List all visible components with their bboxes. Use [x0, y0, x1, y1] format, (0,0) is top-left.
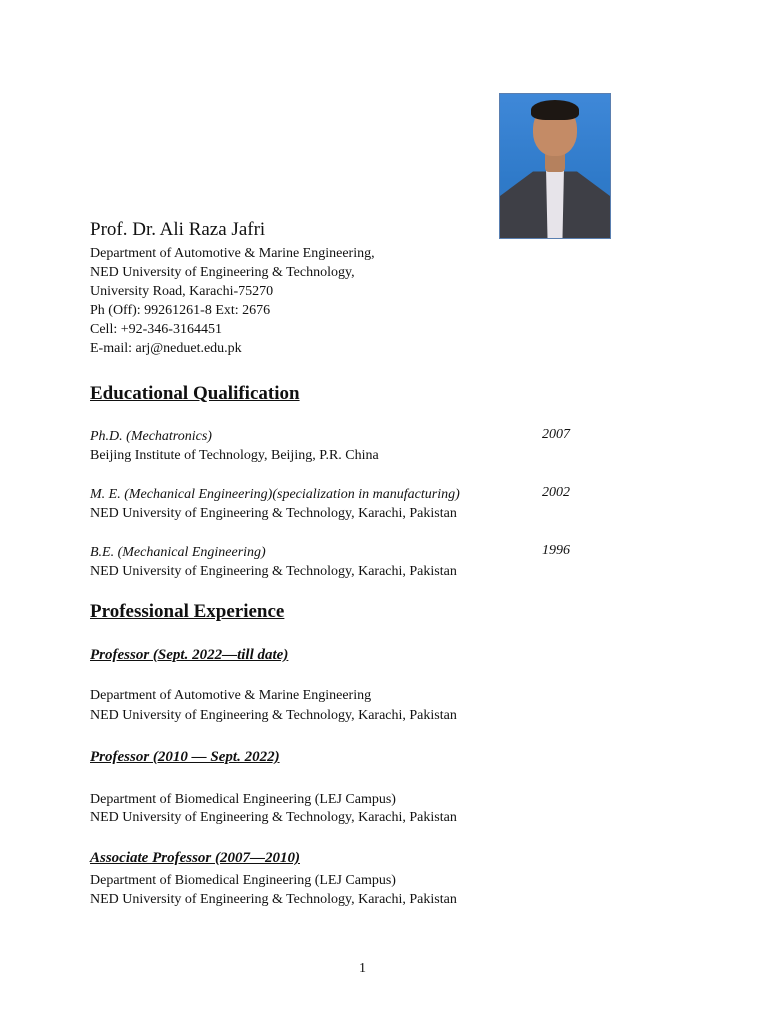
- position-department: Department of Biomedical Engineering (LEJ Campus): [90, 873, 396, 888]
- position-title: Professor (Sept. 2022—till date): [90, 647, 289, 663]
- degree-institution: NED University of Engineering & Technology, Karachi, Pakistan: [90, 506, 457, 521]
- degree-institution: NED University of Engineering & Technology, Karachi, Pakistan: [90, 564, 457, 579]
- position-department: Department of Automotive & Marine Engineering: [90, 688, 372, 703]
- degree-year: 2002: [542, 485, 570, 500]
- position-title: Associate Professor (2007—2010): [90, 850, 300, 866]
- address-line: NED University of Engineering & Technology,: [90, 265, 355, 280]
- position-title: Professor (2010 — Sept. 2022): [90, 749, 280, 765]
- position-institution: NED University of Engineering & Technology, Karachi, Pakistan: [90, 810, 457, 825]
- phone-cell: Cell: +92-346-3164451: [90, 322, 222, 337]
- profile-photo: [499, 93, 611, 239]
- page-number: 1: [359, 961, 366, 976]
- position-institution: NED University of Engineering & Technology, Karachi, Pakistan: [90, 708, 457, 723]
- degree-institution: Beijing Institute of Technology, Beijing, P.R. China: [90, 448, 379, 463]
- experience-heading: Professional Experience: [90, 601, 285, 622]
- position-institution: NED University of Engineering & Technology, Karachi, Pakistan: [90, 892, 457, 907]
- education-heading: Educational Qualification: [90, 383, 300, 404]
- email: E-mail: arj@neduet.edu.pk: [90, 341, 242, 356]
- degree-title: M. E. (Mechanical Engineering)(specialization in manufacturing): [90, 487, 460, 502]
- degree-year: 2007: [542, 427, 570, 442]
- address-line: Department of Automotive & Marine Engineering,: [90, 246, 375, 261]
- degree-year: 1996: [542, 543, 570, 558]
- address-line: University Road, Karachi-75270: [90, 284, 274, 299]
- phone-office: Ph (Off): 99261261-8 Ext: 2676: [90, 303, 271, 318]
- degree-title: B.E. (Mechanical Engineering): [90, 545, 266, 560]
- position-department: Department of Biomedical Engineering (LEJ Campus): [90, 792, 396, 807]
- person-name: Prof. Dr. Ali Raza Jafri: [90, 219, 266, 240]
- degree-title: Ph.D. (Mechatronics): [90, 429, 212, 444]
